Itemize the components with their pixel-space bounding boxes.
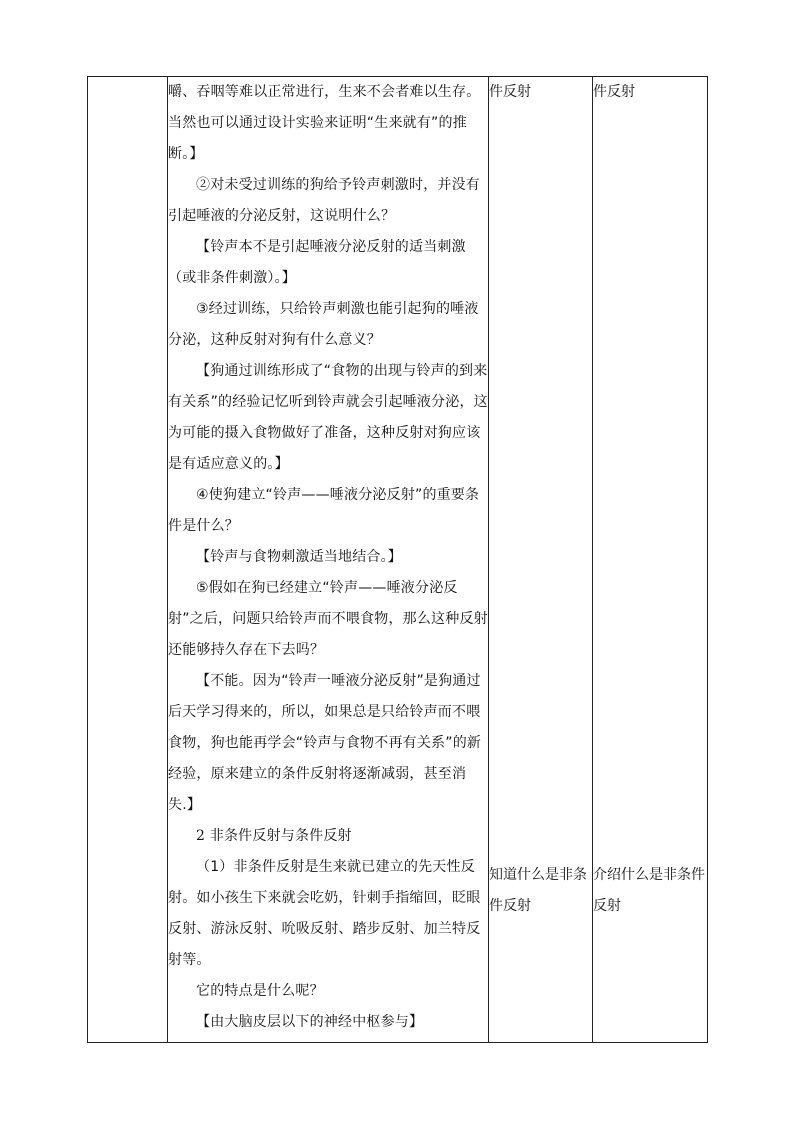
section-heading: 2 非条件反射与条件反射 bbox=[196, 828, 352, 844]
lesson-plan-table bbox=[87, 76, 708, 1043]
question-paragraph: 它的特点是什么呢？ bbox=[196, 983, 324, 999]
answer-paragraph: 【不能。因为“铃声一唾液分泌反射”是狗通过后天学习得来的，所以，如果总是只给铃声而不喂食物，狗也能再学会“铃声与食物不再有关系”的新经验，原来建立的条件反射将逐渐减弱，甚至消失.】 bbox=[168, 673, 482, 813]
paragraph: 嚼、吞咽等难以正常进行，生来不会者难以生存。当然也可以通过设计实验来证明“生来就有”的推断。】 bbox=[168, 84, 481, 162]
question-paragraph: ②对未受过训练的狗给予铃声刺激时，并没有引起唾液的分泌反射，这说明什么？ bbox=[168, 177, 480, 224]
label-cell bbox=[88, 77, 168, 1043]
question-paragraph: ⑤假如在狗已经建立“铃声——唾液分泌反射”之后，问题只给铃声而不喂食物，那么这种反射还能够持久存在下去吗？ bbox=[168, 580, 488, 658]
student-activity-top: 件反射 bbox=[489, 84, 531, 100]
answer-paragraph: 【由大脑皮层以下的神经中枢参与】 bbox=[196, 1014, 424, 1030]
table-row bbox=[88, 77, 708, 1043]
answer-paragraph: 【铃声本不是引起唾液分泌反射的适当刺激（或非条件刺激）。】 bbox=[168, 239, 466, 286]
question-paragraph: ④使狗建立“铃声——唾液分泌反射”的重要条件是什么？ bbox=[168, 487, 480, 534]
answer-paragraph: 【铃声与食物刺激适当地结合。】 bbox=[196, 549, 402, 565]
answer-paragraph: 【狗通过训练形成了“食物的出现与铃声的到来有关系”的经验记忆听到铃声就会引起唾液分泌，这为可能的摄入食物做好了准备，这种反射对狗应该是有适应意义的。】 bbox=[168, 363, 488, 472]
teacher-activity-top: 件反射 bbox=[593, 84, 635, 100]
paragraph: （1）非条件反射是生来就已建立的先天性反射。如小孩生下来就会吃奶，针刺手指缩回，眨眼反射、游泳反射、吮吸反射、踏步反射、加兰特反射等。 bbox=[168, 859, 481, 968]
student-activity-bottom: 知道什么是非条件反射 bbox=[489, 867, 587, 914]
teacher-activity-bottom: 介绍什么是非条件反射 bbox=[593, 867, 705, 914]
content-cell bbox=[168, 77, 489, 1043]
question-paragraph: ③经过训练，只给铃声刺激也能引起狗的唾液分泌，这种反射对狗有什么意义？ bbox=[168, 301, 479, 348]
student-activity-cell bbox=[489, 77, 593, 1043]
teacher-activity-cell bbox=[593, 77, 708, 1043]
